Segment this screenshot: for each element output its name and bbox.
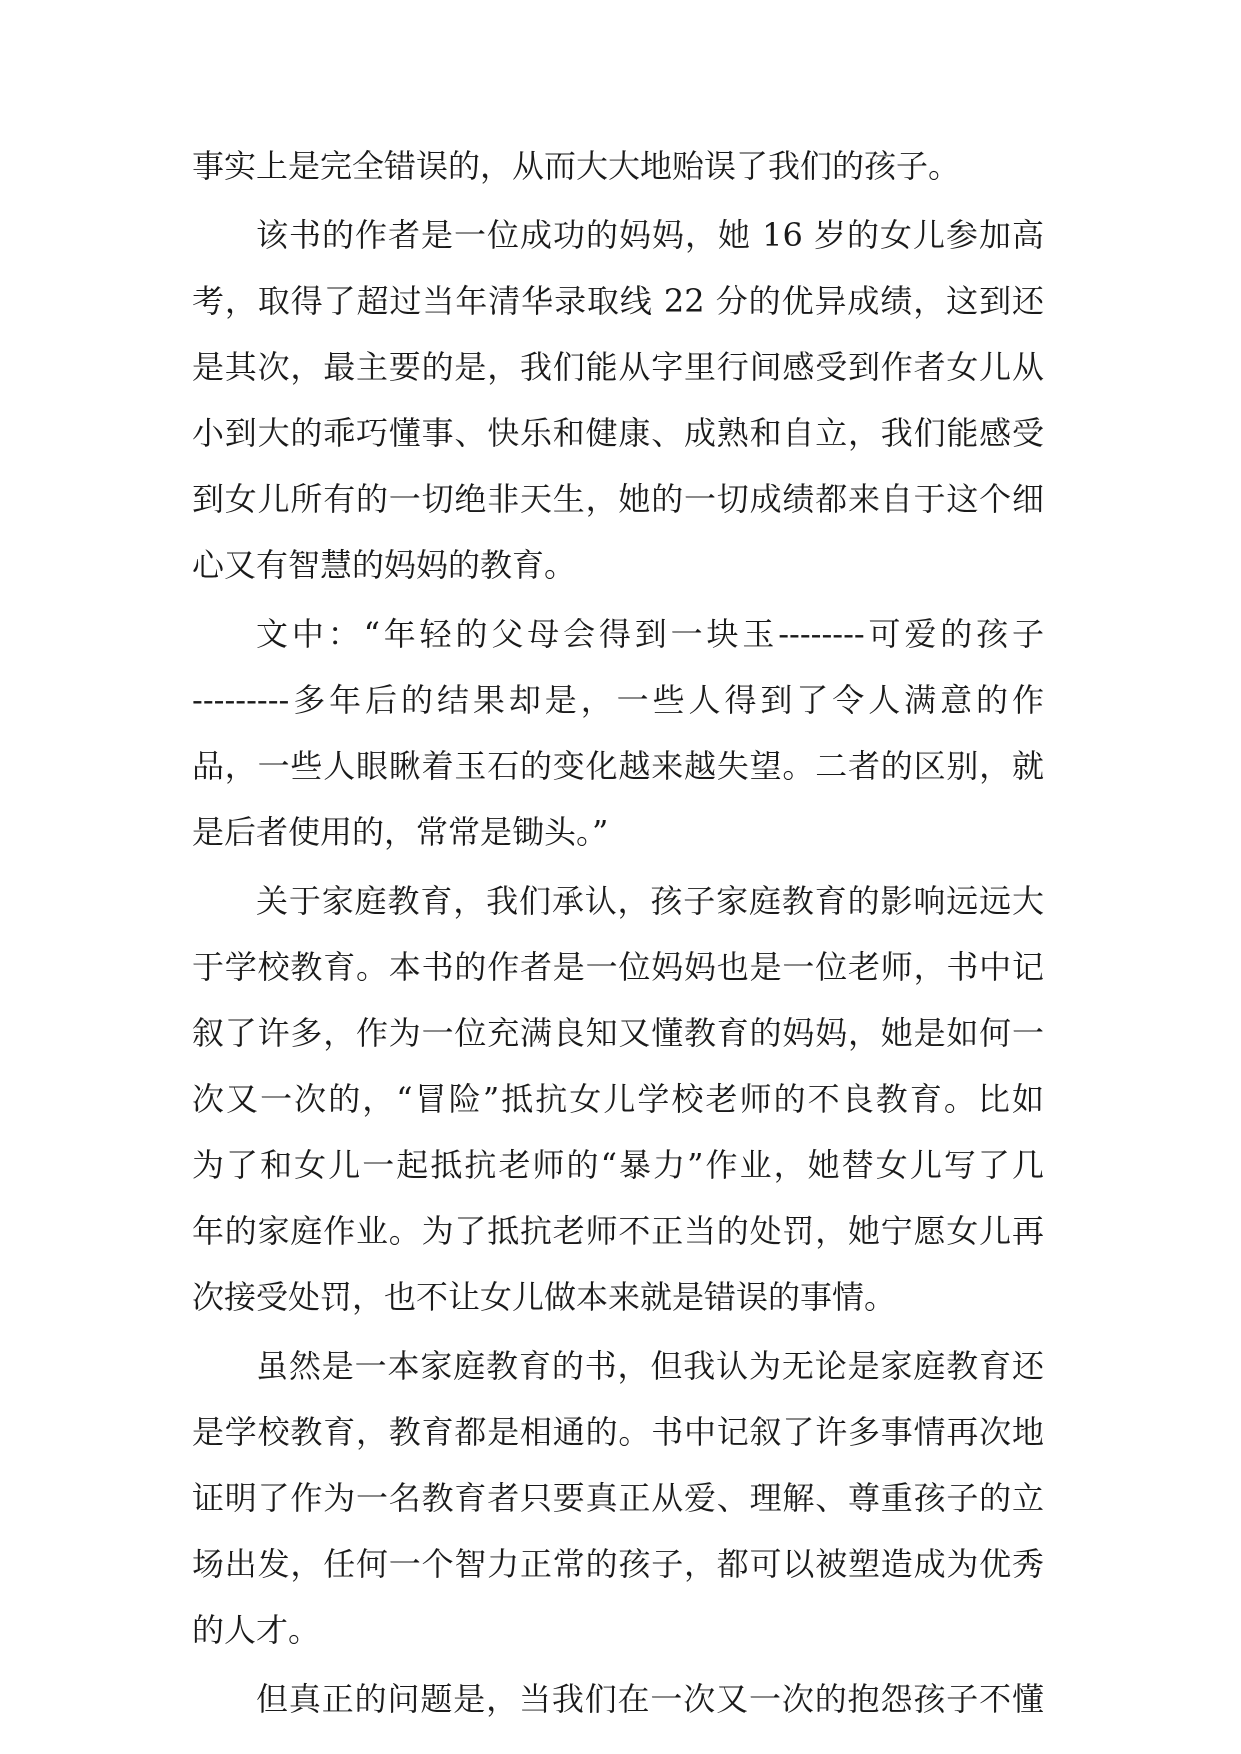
text-line: 场出发，任何一个智力正常的孩子，都可以被塑造成为优秀 [192,1545,1044,1583]
paragraph-first-line: 虽然是一本家庭教育的书，但我认为无论是家庭教育还 [256,1347,1044,1385]
text-line: 年的家庭作业。为了抵抗老师不正当的处罚，她宁愿女儿再 [192,1212,1044,1250]
text-line: 次又一次的，“冒险”抵抗女儿学校老师的不良教育。比如 [192,1080,1044,1118]
text-line: 于学校教育。本书的作者是一位妈妈也是一位老师，书中记 [192,948,1044,986]
text-line: 到女儿所有的一切绝非天生，她的一切成绩都来自于这个细 [192,480,1044,518]
paragraph-first-line: 但真正的问题是，当我们在一次又一次的抱怨孩子不懂 [256,1680,1044,1718]
text-line: 小到大的乖巧懂事、快乐和健康、成熟和自立，我们能感受 [192,414,1044,452]
paragraph-first-line: 关于家庭教育，我们承认，孩子家庭教育的影响远远大 [256,882,1044,920]
text-line: 是其次，最主要的是，我们能从字里行间感受到作者女儿从 [192,348,1044,386]
text-line: 考，取得了超过当年清华录取线 22 分的优异成绩，这到还 [192,282,1044,320]
text-line: 次接受处罚，也不让女儿做本来就是错误的事情。 [192,1278,897,1316]
text-line: 心又有智慧的妈妈的教育。 [192,546,577,584]
text-line: 的人才。 [192,1611,321,1649]
text-line: 是学校教育，教育都是相通的。书中记叙了许多事情再次地 [192,1413,1044,1451]
text-line: 是后者使用的，常常是锄头。” [192,813,609,851]
text-line: ---------多年后的结果却是，一些人得到了令人满意的作 [192,681,1044,719]
text-line: 为了和女儿一起抵抗老师的“暴力”作业，她替女儿写了几 [192,1146,1044,1184]
text-line: 事实上是完全错误的，从而大大地贻误了我们的孩子。 [192,147,961,185]
text-line: 证明了作为一名教育者只要真正从爱、理解、尊重孩子的立 [192,1479,1044,1517]
paragraph-first-line: 文中：“年轻的父母会得到一块玉--------可爱的孩子 [256,615,1044,653]
paragraph-first-line: 该书的作者是一位成功的妈妈，她 16 岁的女儿参加高 [256,216,1044,254]
text-line: 叙了许多，作为一位充满良知又懂教育的妈妈，她是如何一 [192,1014,1044,1052]
text-line: 品，一些人眼瞅着玉石的变化越来越失望。二者的区别，就 [192,747,1044,785]
